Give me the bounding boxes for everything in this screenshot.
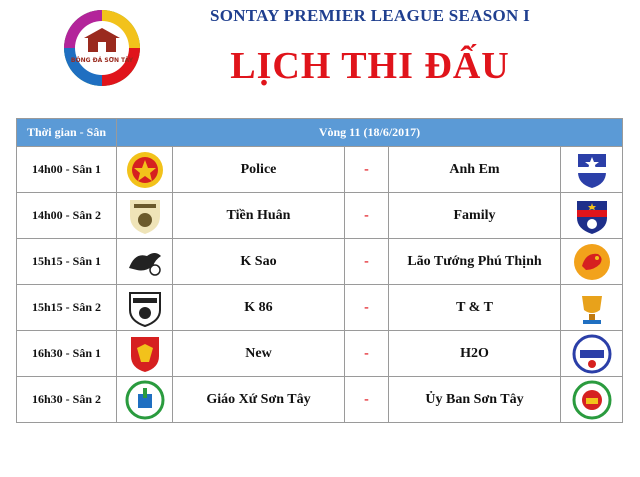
home-team-logo-cell [117,377,173,423]
match-time: 15h15 - Sân 1 [17,239,117,285]
home-team-logo-cell [117,147,173,193]
home-team-logo-cell [117,193,173,239]
lao-tuong-phu-thinh-badge-icon [572,242,612,282]
table-row [17,285,623,331]
anh-em-badge-icon [572,150,612,190]
home-team: Giáo Xứ Sơn Tây [173,377,345,423]
vs-separator: - [345,285,389,331]
vs-separator: - [345,193,389,239]
page-title: LỊCH THI ĐẤU [230,45,510,87]
table-row [17,239,623,285]
away-team-logo-cell [561,193,623,239]
away-team-logo-cell [561,377,623,423]
giao-xu-son-tay-badge-icon [125,380,165,420]
away-team-logo-cell [561,147,623,193]
table-row [17,377,623,423]
match-time: 16h30 - Sân 1 [17,331,117,377]
home-team: K 86 [173,285,345,331]
svg-text:BÓNG ĐÁ SƠN TÂY: BÓNG ĐÁ SƠN TÂY [70,57,134,64]
league-logo [62,8,142,88]
home-team: Police [173,147,345,193]
vs-separator: - [345,147,389,193]
uy-ban-son-tay-badge-icon [572,380,612,420]
k86-badge-icon [125,288,165,328]
k-sao-badge-icon [125,242,165,282]
vs-separator: - [345,377,389,423]
league-title: SONTAY PREMIER LEAGUE SEASON I [209,6,531,25]
table-header-row [17,119,623,147]
schedule-table [16,118,623,423]
h2o-badge-icon [572,334,612,374]
table-row [17,147,623,193]
t-and-t-badge-icon [572,288,612,328]
home-team-logo-cell [117,331,173,377]
away-team-logo-cell [561,331,623,377]
tien-huan-badge-icon [125,196,165,236]
away-team-logo-cell [561,239,623,285]
match-time: 16h30 - Sân 2 [17,377,117,423]
away-team: Anh Em [389,147,561,193]
match-time: 15h15 - Sân 2 [17,285,117,331]
police-badge-icon [125,150,165,190]
table-row [17,193,623,239]
column-header-time: Thời gian - Sân [17,119,117,147]
home-team: Tiền Huân [173,193,345,239]
vs-separator: - [345,239,389,285]
new-badge-icon [125,334,165,374]
away-team: T & T [389,285,561,331]
home-team-logo-cell [117,285,173,331]
match-time: 14h00 - Sân 1 [17,147,117,193]
away-team: Ủy Ban Sơn Tây [389,377,561,423]
away-team: Family [389,193,561,239]
away-team-logo-cell [561,285,623,331]
home-team-logo-cell [117,239,173,285]
table-row [17,331,623,377]
match-time: 14h00 - Sân 2 [17,193,117,239]
home-team: K Sao [173,239,345,285]
vs-separator: - [345,331,389,377]
home-team: New [173,331,345,377]
column-header-round: Vòng 11 (18/6/2017) [117,119,623,147]
away-team: H2O [389,331,561,377]
away-team: Lão Tướng Phú Thịnh [389,239,561,285]
family-badge-icon [572,196,612,236]
